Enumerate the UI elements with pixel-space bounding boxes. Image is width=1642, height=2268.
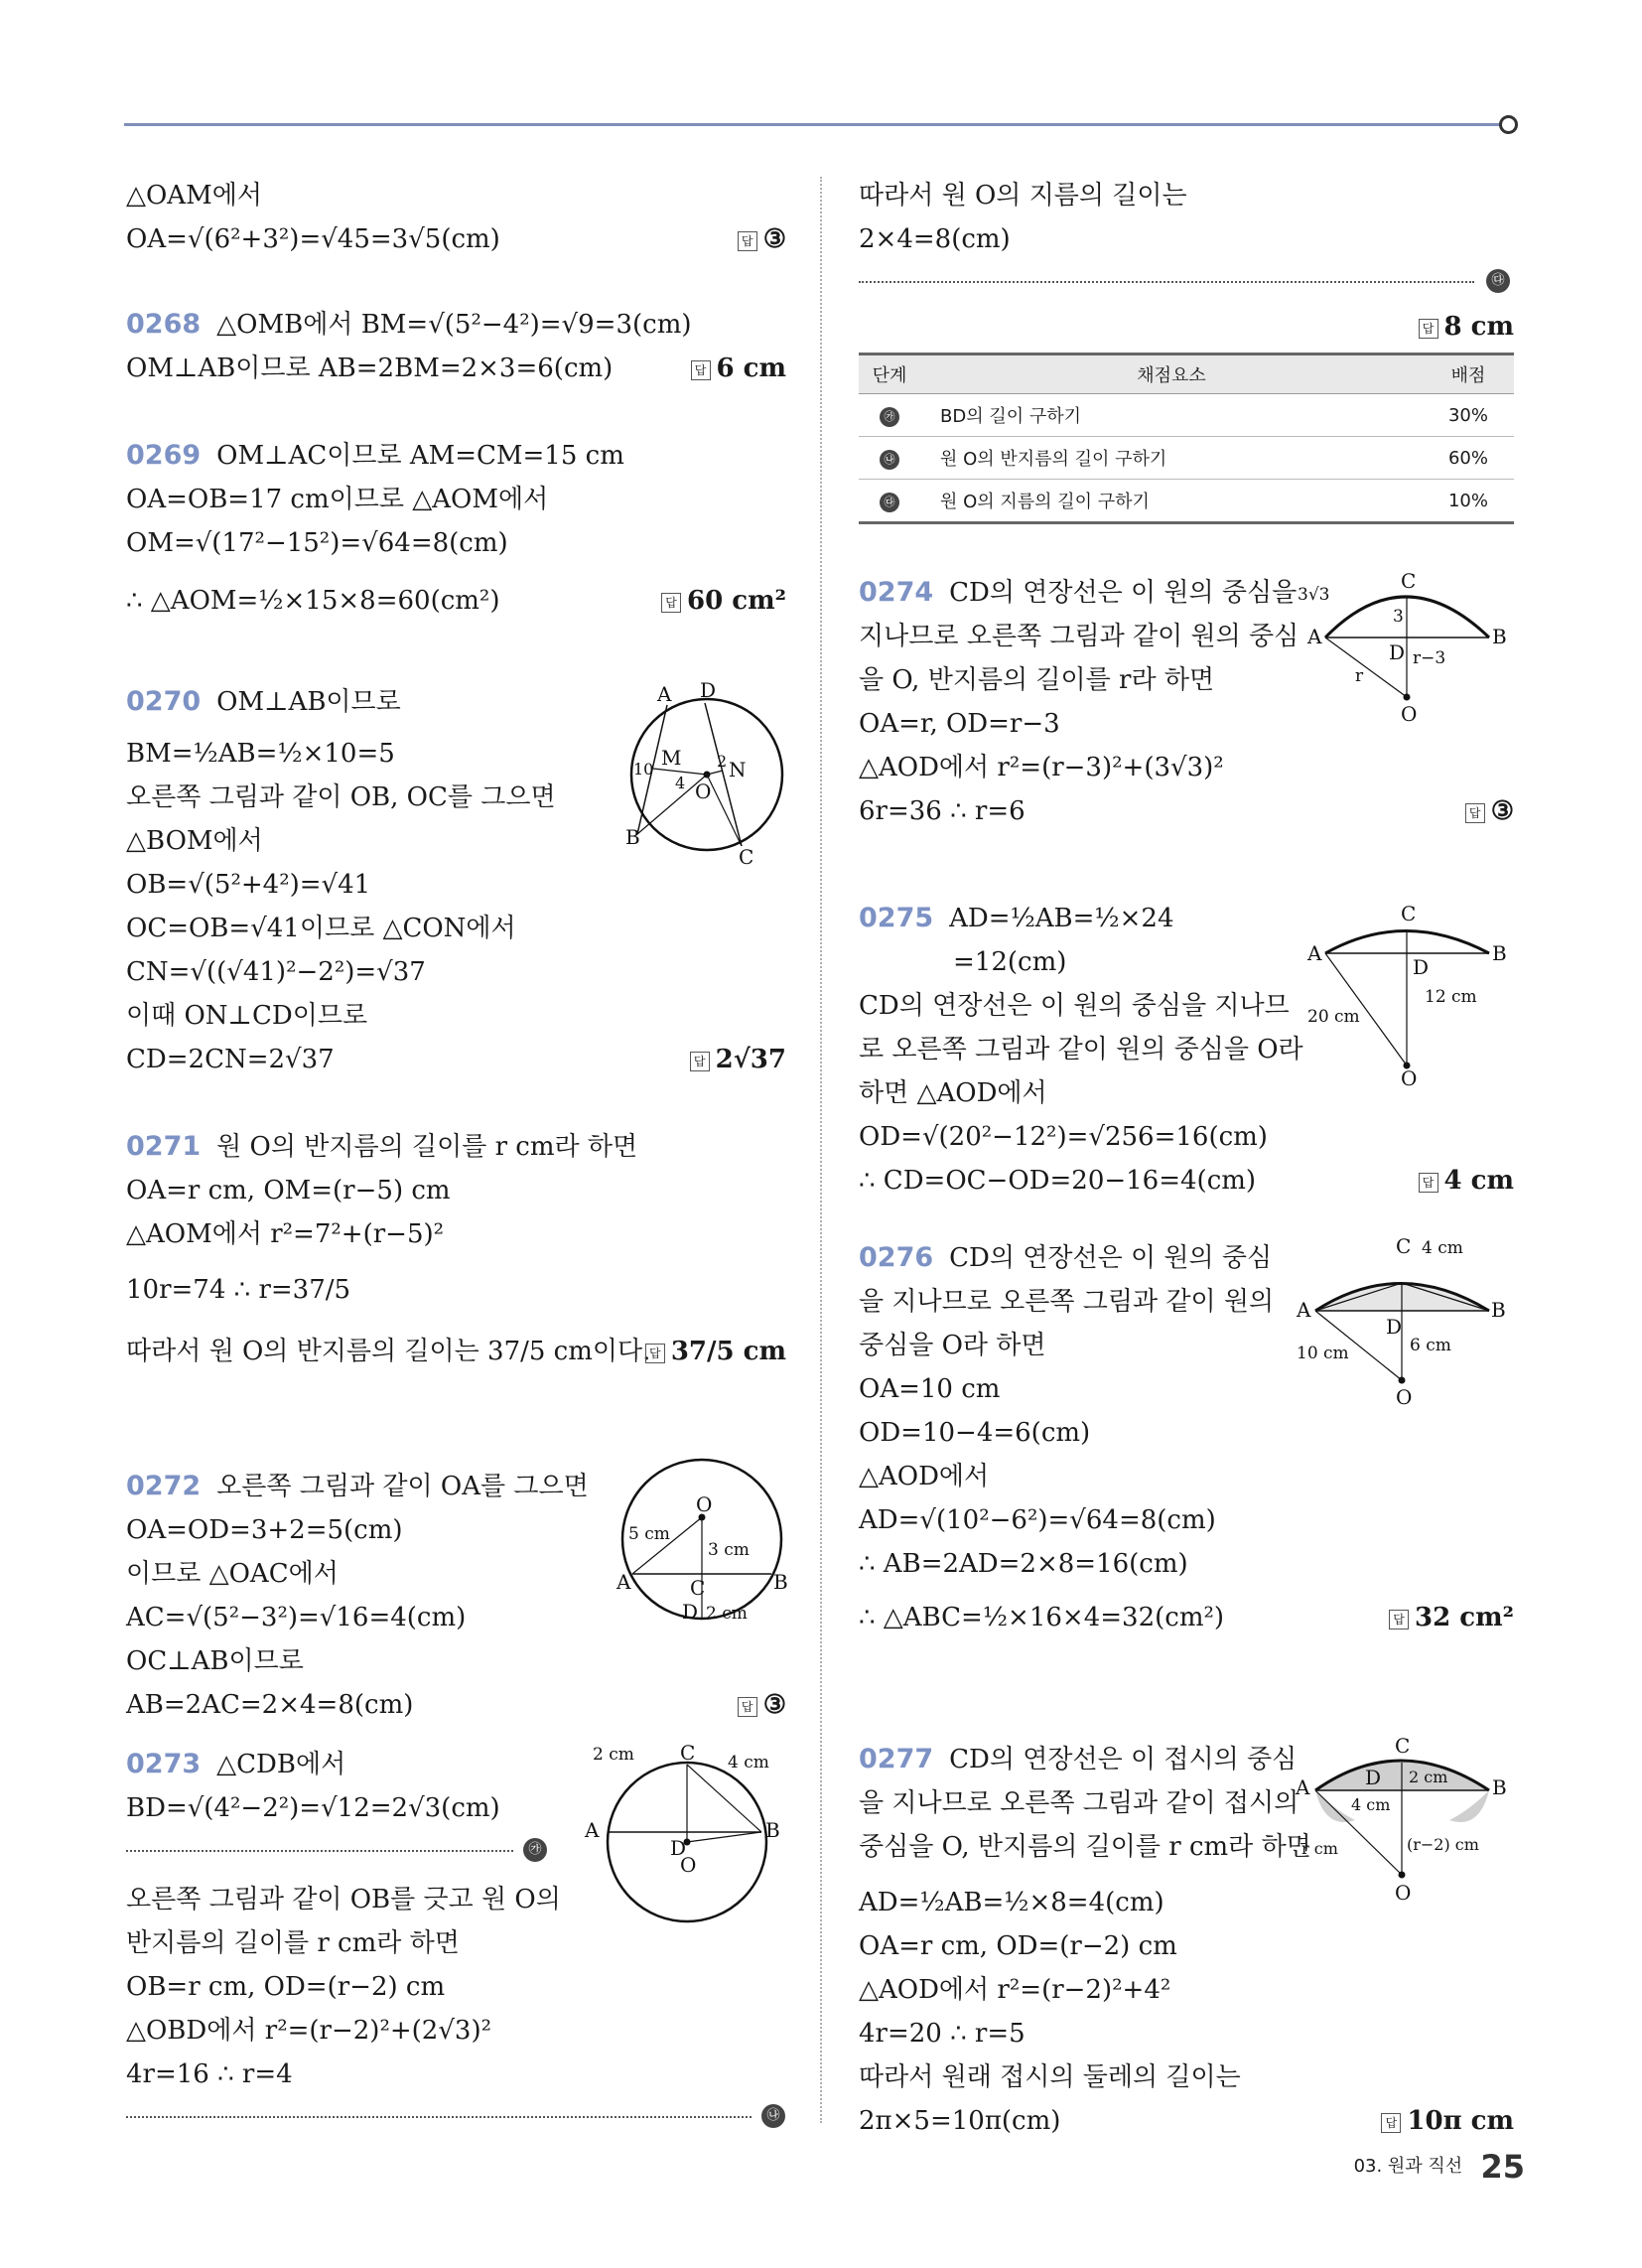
- table-cell: 원 O의 반지름의 길이 구하기: [920, 437, 1423, 480]
- line: △OMB에서 BM=√(5²−4²)=√9=3(cm): [216, 310, 692, 340]
- label-C: C: [1401, 902, 1417, 925]
- problem-number: 0274: [859, 577, 934, 608]
- line: OB=√(5²+4²)=√41: [126, 870, 371, 900]
- line: 하면 △AOD에서: [859, 1078, 1047, 1108]
- step-marker: ㉮: [880, 407, 899, 427]
- label-A: A: [585, 1818, 600, 1842]
- label-O: O: [1396, 1385, 1413, 1409]
- answer: 답 8 cm: [1419, 305, 1514, 349]
- line: ∴ △AOM=½×15×8=60(cm²): [126, 586, 500, 616]
- problem-number: 0273: [126, 1749, 202, 1779]
- line: CD의 연장선은 이 원의 중심을: [949, 578, 1298, 608]
- answer: 답 10π cm: [1381, 2099, 1514, 2143]
- header-item: 채점요소: [920, 354, 1423, 394]
- label-B: B: [1492, 625, 1507, 648]
- answer: 답 37/5 cm: [645, 1330, 786, 1373]
- answer: 답 32 cm²: [1389, 1596, 1514, 1639]
- line: =12(cm): [953, 947, 1067, 977]
- label-C: C: [680, 1741, 696, 1765]
- line: 6r=36 ∴ r=6: [859, 796, 1026, 826]
- line: 따라서 원래 접시의 둘레의 길이는: [859, 2062, 1241, 2092]
- label-5cm: 5 cm: [628, 1524, 670, 1544]
- table-row: [859, 394, 1514, 437]
- answer: 답 ③: [738, 217, 786, 261]
- line: 원 O의 반지름의 길이를 r cm라 하면: [216, 1132, 638, 1162]
- answer: 답 4 cm: [1419, 1159, 1514, 1203]
- label-D: D: [1365, 1766, 1382, 1789]
- label-20cm: 20 cm: [1307, 1007, 1360, 1027]
- step-marker-2: ㉯: [761, 2104, 785, 2128]
- label-4cm: 4 cm: [1422, 1238, 1463, 1258]
- label-10: 10: [633, 760, 654, 779]
- label-B: B: [625, 825, 640, 849]
- label-2cm: 2 cm: [706, 1604, 748, 1624]
- label-M: M: [661, 746, 682, 770]
- label-r-2cm: (r−2) cm: [1407, 1835, 1479, 1854]
- line: △AOD에서 r²=(r−3)²+(3√3)²: [859, 753, 1224, 782]
- label-C: C: [1395, 1734, 1411, 1758]
- line: ∴ AB=2AD=2×8=16(cm): [859, 1549, 1188, 1579]
- label-O: O: [695, 780, 712, 803]
- line: 을 지나므로 오른쪽 그림과 같이 접시의: [859, 1788, 1300, 1818]
- label-C: C: [1396, 1234, 1412, 1258]
- dotted-separator: [859, 281, 1474, 283]
- line: 반지름의 길이를 r cm라 하면: [126, 1928, 460, 1958]
- table-cell: 60%: [1423, 437, 1514, 480]
- line: 중심을 O, 반지름의 길이를 r cm라 하면: [859, 1832, 1311, 1862]
- label-B: B: [1492, 941, 1507, 965]
- column-divider: [820, 177, 822, 2123]
- table-cell: 원 O의 지름의 길이 구하기: [920, 480, 1423, 523]
- step-marker: ㉯: [880, 450, 899, 470]
- label-r: r: [1355, 666, 1364, 686]
- figure-0275: [1296, 899, 1514, 1090]
- line: AB=2AC=2×4=8(cm): [126, 1690, 414, 1720]
- line: △AOM에서 r²=7²+(r−5)²: [126, 1219, 445, 1249]
- line: AD=½AB=½×8=4(cm): [859, 1888, 1164, 1917]
- problem-number: 0277: [859, 1744, 934, 1774]
- line: 4r=20 ∴ r=5: [859, 2019, 1026, 2049]
- line: 오른쪽 그림과 같이 OA를 그으면: [216, 1472, 589, 1501]
- line: 2π×5=10π(cm): [859, 2106, 1061, 2136]
- label-r-3: r−3: [1413, 648, 1446, 668]
- label-D: D: [700, 678, 717, 702]
- table-cell: BD의 길이 구하기: [920, 394, 1423, 437]
- solution-0268: [126, 303, 786, 390]
- scoring-table: [859, 353, 1514, 524]
- problem-number: 0270: [126, 686, 202, 717]
- answer-icon: 답: [1381, 2113, 1401, 2133]
- label-3: 3: [1393, 607, 1404, 627]
- label-C: C: [690, 1576, 706, 1600]
- label-D: D: [1386, 1315, 1403, 1339]
- line: 지나므로 오른쪽 그림과 같이 원의 중심: [859, 622, 1300, 651]
- line: OA=r, OD=r−3: [859, 709, 1060, 739]
- line: 따라서 원 O의 반지름의 길이는 37/5 cm이다.: [126, 1337, 651, 1366]
- line: OM=√(17²−15²)=√64=8(cm): [126, 528, 508, 558]
- line: 4r=16 ∴ r=4: [126, 2059, 293, 2089]
- line: 2×4=8(cm): [859, 224, 1011, 254]
- answer: 답 ③: [738, 1683, 786, 1727]
- answer-icon: 답: [691, 360, 711, 380]
- label-O: O: [1401, 1066, 1418, 1090]
- problem-number: 0269: [126, 440, 202, 471]
- line: OM⊥AC이므로 AM=CM=15 cm: [216, 441, 624, 471]
- label-A: A: [1296, 1775, 1310, 1799]
- line: CD의 연장선은 이 접시의 중심: [949, 1745, 1298, 1774]
- label-N: N: [729, 758, 747, 781]
- answer: 답 2√37: [690, 1038, 786, 1081]
- line: △OBD에서 r²=(r−2)²+(2√3)²: [126, 2016, 492, 2046]
- label-A: A: [1307, 941, 1322, 965]
- solution-0273-tail: [859, 174, 1514, 349]
- line: △OAM에서: [126, 181, 262, 211]
- label-10cm: 10 cm: [1297, 1344, 1349, 1363]
- figure-0273: [583, 1738, 786, 1936]
- problem-number: 0275: [859, 903, 934, 933]
- figure-0274: [1296, 566, 1514, 725]
- label-O: O: [1401, 702, 1418, 726]
- line: BD=√(4²−2²)=√12=2√3(cm): [126, 1793, 500, 1823]
- line: ∴ △ABC=½×16×4=32(cm²): [859, 1603, 1225, 1632]
- label-2cm: 2 cm: [593, 1745, 634, 1765]
- label-C: C: [739, 845, 754, 869]
- answer: 답 ③: [1465, 789, 1514, 833]
- line: AD=½AB=½×24: [949, 904, 1174, 933]
- line: AC=√(5²−3²)=√16=4(cm): [126, 1603, 467, 1632]
- line: ∴ CD=OC−OD=20−16=4(cm): [859, 1166, 1257, 1196]
- label-4: 4: [675, 774, 686, 792]
- answer-icon: 답: [738, 1697, 757, 1717]
- line: BM=½AB=½×10=5: [126, 739, 395, 769]
- label-B: B: [1491, 1298, 1506, 1322]
- label-A: A: [1307, 625, 1322, 648]
- line: OC=OB=√41이므로 △CON에서: [126, 914, 516, 943]
- top-rule: [124, 123, 1509, 126]
- answer-icon: 답: [690, 1052, 710, 1071]
- line: OA=OB=17 cm이므로 △AOM에서: [126, 485, 549, 514]
- label-6cm: 6 cm: [1410, 1336, 1451, 1355]
- line: 중심을 O라 하면: [859, 1331, 1046, 1360]
- answer: 답 60 cm²: [661, 579, 786, 623]
- problem-number: 0268: [126, 309, 202, 340]
- line: △AOD에서: [859, 1462, 990, 1491]
- line: △CDB에서: [216, 1750, 346, 1779]
- line: OD=10−4=6(cm): [859, 1418, 1091, 1448]
- line: △BOM에서: [126, 826, 263, 856]
- figure-0277: [1286, 1731, 1514, 1910]
- label-B: B: [1492, 1775, 1507, 1799]
- line: CD=2CN=2√37: [126, 1045, 335, 1074]
- label-4cm: 4 cm: [728, 1753, 769, 1772]
- table-row: [859, 480, 1514, 523]
- label-O: O: [1395, 1881, 1412, 1905]
- line: AD=√(10²−6²)=√64=8(cm): [859, 1505, 1216, 1535]
- line: 따라서 원 O의 지름의 길이는: [859, 181, 1187, 211]
- label-D: D: [682, 1600, 699, 1624]
- line: 10r=74 ∴ r=37/5: [126, 1275, 351, 1305]
- dotted-separator: [126, 1850, 513, 1852]
- line: 오른쪽 그림과 같이 OB, OC를 그으면: [126, 782, 556, 812]
- line: CN=√((√41)²−2²)=√37: [126, 957, 426, 987]
- figure-0276: [1291, 1231, 1514, 1410]
- answer-icon: 답: [1419, 1173, 1438, 1193]
- page-footer: [1354, 2148, 1525, 2186]
- line: CD의 연장선은 이 원의 중심: [949, 1243, 1273, 1273]
- problem-number: 0276: [859, 1242, 934, 1273]
- top-rule-dot: [1499, 115, 1518, 134]
- line: OC⊥AB이므로: [126, 1646, 304, 1676]
- label-A: A: [1297, 1298, 1311, 1322]
- answer-icon: 답: [1419, 319, 1438, 339]
- line: 로 오른쪽 그림과 같이 원의 중심을 O라: [859, 1035, 1303, 1064]
- line: OM⊥AB이므로 AB=2BM=2×3=6(cm): [126, 354, 614, 383]
- label-B: B: [773, 1570, 788, 1594]
- figure-0270: [617, 675, 786, 869]
- label-4cm: 4 cm: [1351, 1795, 1391, 1814]
- step-marker-3: ㉰: [1486, 269, 1510, 293]
- step-marker-1: ㉮: [523, 1838, 547, 1862]
- answer-icon: 답: [661, 593, 681, 613]
- answer-icon: 답: [1465, 803, 1485, 823]
- label-D: D: [1413, 955, 1430, 979]
- chapter-title: 03. 원과 직선: [1353, 2156, 1463, 2177]
- label-2: 2: [717, 752, 728, 771]
- problem-number: 0272: [126, 1471, 202, 1501]
- table-cell: 30%: [1423, 394, 1514, 437]
- label-O: O: [696, 1492, 713, 1516]
- line: OD=√(20²−12²)=√256=16(cm): [859, 1122, 1268, 1152]
- line: OA=r cm, OD=(r−2) cm: [859, 1931, 1177, 1961]
- solution-0269: [126, 434, 786, 623]
- line: OA=r cm, OM=(r−5) cm: [126, 1176, 451, 1205]
- table-cell: 10%: [1423, 480, 1514, 523]
- answer-icon: 답: [1389, 1610, 1409, 1630]
- figure-0272: [613, 1450, 786, 1624]
- label-3cm: 3 cm: [708, 1540, 750, 1560]
- answer-icon: 답: [738, 231, 757, 251]
- header-score: 배점: [1423, 354, 1514, 394]
- line: 이므로 △OAC에서: [126, 1559, 339, 1589]
- label-2cm: 2 cm: [1409, 1768, 1448, 1786]
- label-rcm: r cm: [1301, 1839, 1338, 1858]
- answer-icon: 답: [645, 1344, 665, 1363]
- line: 이때 ON⊥CD이므로: [126, 1001, 368, 1031]
- label-12cm: 12 cm: [1425, 987, 1477, 1007]
- label-3root3: 3√3: [1298, 585, 1330, 605]
- step-marker: ㉰: [880, 493, 899, 512]
- line: OA=10 cm: [859, 1374, 1001, 1404]
- line: △AOD에서 r²=(r−2)²+4²: [859, 1975, 1171, 2005]
- header-step: 단계: [859, 354, 920, 394]
- line: OM⊥AB이므로: [216, 687, 401, 717]
- label-B: B: [765, 1818, 780, 1842]
- line: 을 지나므로 오른쪽 그림과 같이 원의: [859, 1287, 1275, 1317]
- label-A: A: [616, 1570, 631, 1594]
- dotted-separator: [126, 2116, 752, 2118]
- solution-0267-tail: [126, 174, 786, 261]
- label-C: C: [1401, 569, 1417, 593]
- line: OA=√(6²+3²)=√45=3√5(cm): [126, 224, 500, 254]
- problem-number: 0271: [126, 1131, 202, 1162]
- page-number: 25: [1480, 2148, 1525, 2186]
- line: 을 O, 반지름의 길이를 r라 하면: [859, 665, 1215, 695]
- label-A: A: [657, 682, 672, 706]
- label-D: D: [1389, 640, 1406, 664]
- line: CD의 연장선은 이 원의 중심을 지나므: [859, 991, 1290, 1021]
- line: 오른쪽 그림과 같이 OB를 긋고 원 O의: [126, 1885, 561, 1914]
- label-D: D: [670, 1836, 687, 1860]
- solution-0271: [126, 1125, 786, 1373]
- table-row: [859, 437, 1514, 480]
- line: OB=r cm, OD=(r−2) cm: [126, 1972, 446, 2002]
- label-O: O: [680, 1853, 697, 1877]
- line: OA=OD=3+2=5(cm): [126, 1515, 403, 1545]
- answer: 답 6 cm: [691, 347, 786, 390]
